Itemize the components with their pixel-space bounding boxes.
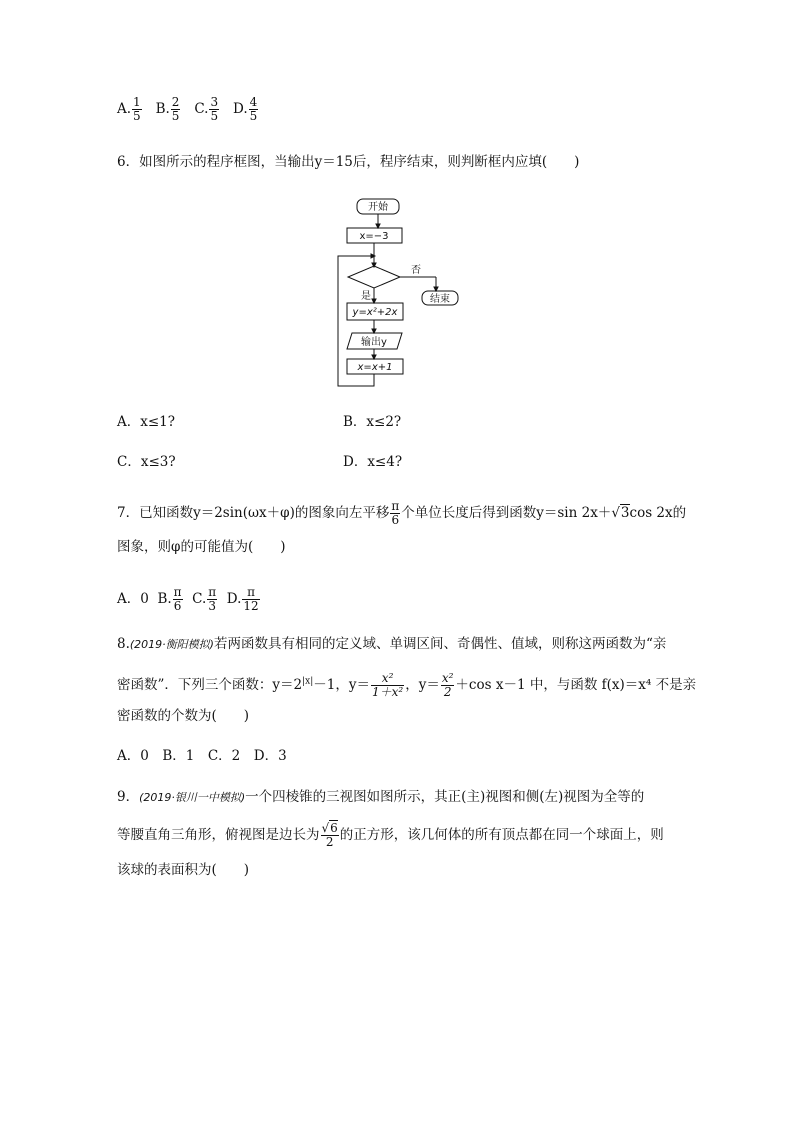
sqrt-symbol: √ [611,505,620,521]
numerator: π [242,586,259,600]
q7-shift-fraction [390,500,400,527]
option-prefix: B. [155,101,170,117]
fraction [209,96,219,123]
q8-line1 [117,634,666,655]
numerator: π [173,585,182,599]
q7-options [117,586,261,613]
numerator: 2 [171,95,180,109]
q7-option-a: A．0 [117,591,149,607]
q8-fraction-2 [371,672,404,699]
option-prefix: C. [192,591,207,607]
option-prefix: C. [194,101,209,117]
q8-text-part-b: －1，y＝ [313,677,370,693]
denominator: 5 [210,109,219,123]
q9-radicand: 6 [330,821,338,835]
q8-line2 [117,672,696,699]
flowchart-output-label: 输出y [361,337,387,348]
numerator: 4 [249,95,258,109]
flowchart-no-label: 否 [411,265,421,276]
q5-options [117,96,259,123]
q6-flowchart [330,193,480,393]
q8-text-line1: 若两函数具有相同的定义域、单调区间、奇偶性、值域，则称这两函数为“亲 [213,636,667,652]
q9-line3: 该球的表面积为( ) [117,862,250,878]
q7-radicand: 3 [620,505,630,521]
q9-text-line1: 一个四棱锥的三视图如图所示，其正(主)视图和侧(左)视图为全等的 [245,789,645,805]
q7-option-d-fraction [242,586,259,613]
q6-option-d: D．x≤4? [343,454,403,470]
q8-number: 8. [117,636,130,652]
flowchart-assign-label: y=x²+2x [352,307,398,318]
q8-line3: 密函数的个数为( ) [117,708,250,724]
denominator: 2 [443,685,452,699]
q5-option-d [233,95,259,123]
q9-side-fraction [321,822,339,849]
q7-option-c-fraction [207,586,217,613]
q8-exponent: |x| [302,676,314,687]
q9-text-part-b: 的正方形，该几何体的所有顶点都在同一个球面上，则 [339,827,664,843]
q9-number: 9． [117,789,140,805]
flowchart-yes-label: 是 [361,291,371,302]
q5-option-a [117,95,147,123]
q7-stem-line2: 图象，则φ的可能值为( ) [117,539,286,555]
numerator: π [208,585,217,599]
option-prefix: B. [157,591,172,607]
fraction [171,96,181,123]
denominator: 6 [173,599,182,613]
flowchart-increment-label: x=x+1 [357,362,393,373]
denominator: 12 [243,599,259,613]
q7-option-b-fraction [173,586,183,613]
denominator: 5 [133,109,141,123]
fraction [132,96,142,123]
q9-text-part-a: 等腰直角三角形，俯视图是边长为 [117,827,320,843]
denominator: 6 [391,513,400,527]
denominator: 1＋x² [371,685,404,699]
numerator: π [391,499,400,513]
numerator: x² [371,672,404,686]
q9-source: (2019·银川一中模拟) [139,791,246,804]
q8-text-part-a: 密函数”．下列三个函数：y＝2 [117,677,303,693]
q9-line1 [117,787,644,808]
q7-text-part3: cos 2x的 [629,505,687,521]
q8-text-part-d: ＋cos x－1 中，与函数 f(x)＝x⁴ 不是亲 [455,677,697,693]
q6-option-a: A．x≤1? [117,414,176,430]
option-prefix: A. [117,101,132,117]
q5-option-b [155,95,186,123]
denominator: 2 [325,835,334,849]
q6-option-b: B．x≤2? [343,414,402,430]
numerator: 3 [210,95,219,109]
fraction [249,96,259,123]
flowchart-start-label: 开始 [368,202,388,213]
numerator: x² [441,671,454,685]
q5-option-c [194,95,224,123]
q8-text-part-c: ，y＝ [405,677,440,693]
q8-fraction-3 [441,672,455,699]
q6-option-c: C．x≤3? [117,454,176,470]
q8-source: (2019·衡阳模拟) [129,638,214,651]
option-prefix: D. [233,101,248,117]
option-prefix: D. [226,591,242,607]
q9-line2 [117,822,664,849]
q7-text-part1: 7．已知函数y＝2sin(ωx＋φ)的图象向左平移 [117,505,390,521]
denominator: 3 [208,599,217,613]
denominator: 5 [171,109,180,123]
q7-stem-line1 [117,500,686,527]
q8-options: A．0 B．1 C．2 D．3 [117,748,287,764]
q6-stem: 6．如图所示的程序框图，当输出y＝15后，程序结束，则判断框内应填( ) [117,154,580,170]
numerator: 1 [133,95,141,109]
numerator: √6 [321,821,338,835]
q7-text-part2: 个单位长度后得到函数y＝sin 2x＋ [401,505,612,521]
denominator: 5 [249,109,258,123]
flowchart-end-label: 结束 [430,294,450,305]
flowchart-decision-diamond [348,266,400,288]
flowchart-init-label: x=−3 [359,231,389,242]
